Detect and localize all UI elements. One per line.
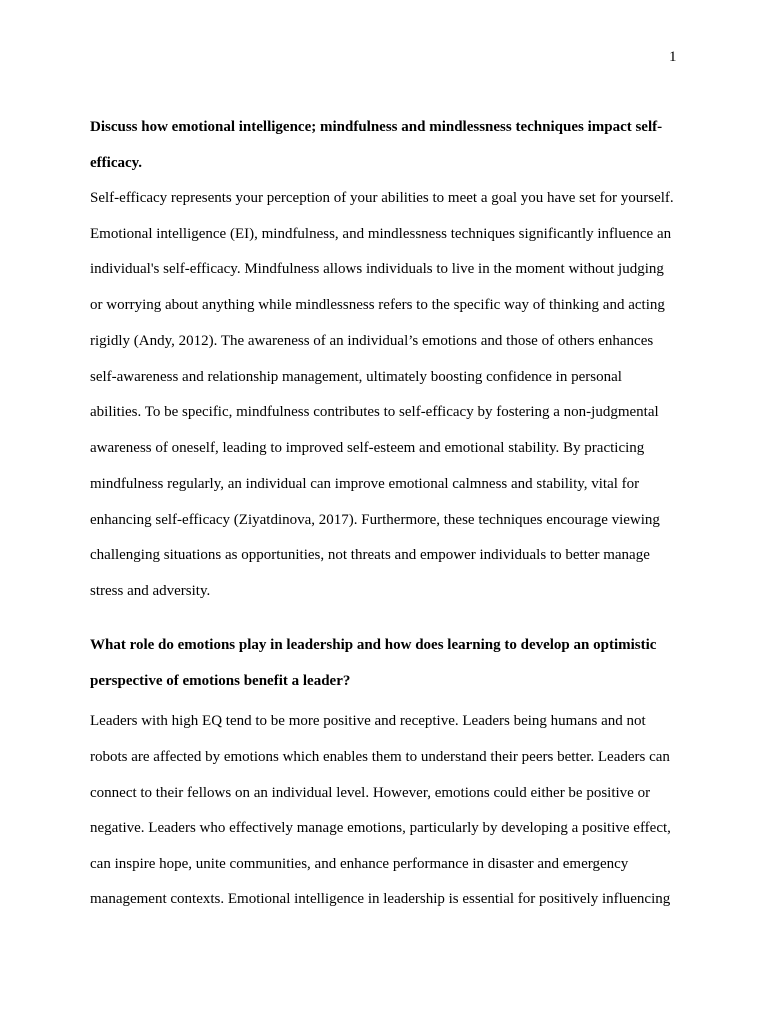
section-1-paragraph-line-4: or worrying about anything while mindlessness refers to the specific way of thinking and acting xyxy=(90,297,665,313)
section-1-paragraph-line-12: stress and adversity. xyxy=(90,583,211,599)
section-2-heading-line-2: perspective of emotions benefit a leader? xyxy=(90,673,351,689)
section-1-paragraph-line-7: abilities. To be specific, mindfulness contributes to self-efficacy by fostering a non-judgmental xyxy=(90,404,659,420)
section-1-heading-line-2: efficacy. xyxy=(90,155,143,171)
section-2-paragraph-line-6: management contexts. Emotional intelligence in leadership is essential for positively influencing xyxy=(90,891,671,907)
section-1-paragraph-line-3: individual's self-efficacy. Mindfulness allows individuals to live in the moment without judging xyxy=(90,261,664,277)
section-1-heading-line-1: Discuss how emotional intelligence; mindfulness and mindlessness techniques impact self- xyxy=(90,119,663,135)
section-1-paragraph-line-9: mindfulness regularly, an individual can improve emotional calmness and stability, vital for xyxy=(90,476,640,492)
section-2-paragraph-line-3: connect to their fellows on an individual level. However, emotions could either be positive or xyxy=(90,785,651,801)
section-1-paragraph-line-6: self-awareness and relationship management, ultimately boosting confidence in personal xyxy=(90,369,622,385)
section-1-paragraph-line-2: Emotional intelligence (EI), mindfulness, and mindlessness techniques significantly influence an xyxy=(90,226,672,242)
page-number: 1 xyxy=(669,49,677,65)
section-2-paragraph-line-4: negative. Leaders who effectively manage emotions, particularly by developing a positive effect, xyxy=(90,820,671,836)
section-1-paragraph-line-8: awareness of oneself, leading to improved self-esteem and emotional stability. By practicing xyxy=(90,440,645,456)
section-2-paragraph-line-1: Leaders with high EQ tend to be more positive and receptive. Leaders being humans and not xyxy=(90,713,646,729)
section-1-paragraph-line-1: Self-efficacy represents your perception of your abilities to meet a goal you have set for yourself. xyxy=(90,190,674,206)
section-2-paragraph-line-2: robots are affected by emotions which enables them to understand their peers better. Leaders can xyxy=(90,749,670,765)
section-2-heading-line-1: What role do emotions play in leadership and how does learning to develop an optimistic xyxy=(90,637,657,653)
section-1-paragraph-line-11: challenging situations as opportunities, not threats and empower individuals to better manage xyxy=(90,547,650,563)
section-1-paragraph-line-10: enhancing self-efficacy (Ziyatdinova, 2017). Furthermore, these techniques encourage viewing xyxy=(90,512,660,528)
section-1-paragraph-line-5: rigidly (Andy, 2012). The awareness of an individual’s emotions and those of others enhances xyxy=(90,333,654,349)
section-2-paragraph-line-5: can inspire hope, unite communities, and enhance performance in disaster and emergency xyxy=(90,856,629,872)
